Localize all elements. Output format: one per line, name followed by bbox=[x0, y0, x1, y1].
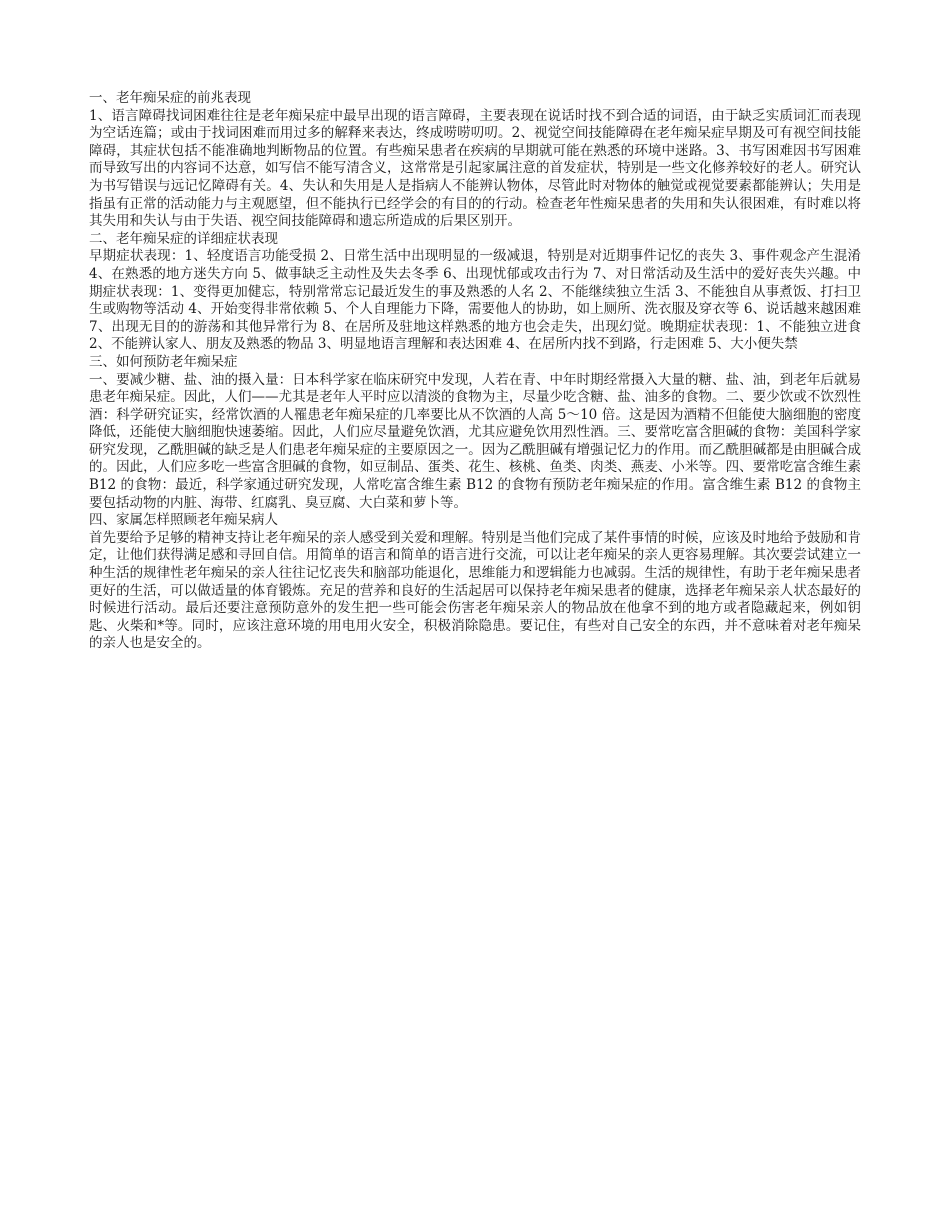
section-body: 首先要给予足够的精神支持让老年痴呆的亲人感受到关爱和理解。特别是当他们完成了某件事情的时候，应该及时地给予鼓励和肯定，让他们获得满足感和寻回自信。用简单的语言和简单的语言进行交流，可以让老年痴呆的亲人更容易理解。其次要尝试建立一种生活的规律性老年痴呆的亲人往往记忆丧失和脑部功能退化，思维能力和逻辑能力也减弱。生活的规律性，有助于老年痴呆患者更好的生活，可以做适量的体育锻炼。充足的营养和良好的生活起居可以保持老年痴呆患者的健康，选择老年痴呆亲人状态最好的时候进行活动。最后还要注意预防意外的发生把一些可能会伤害老年痴呆亲人的物品放在他拿不到的地方或者隐藏起来，例如钥匙、火柴和*等。同时，应该注意环境的用电用火安全，积极消除隐患。要记住，有些对自己安全的东西，并不意味着对老年痴呆的亲人也是安全的。 bbox=[89, 529, 861, 652]
section-prevention bbox=[89, 354, 861, 512]
section-heading: 一、老年痴呆症的前兆表现 bbox=[89, 90, 251, 106]
section-body: 一、要减少糖、盐、油的摄入量：日本科学家在临床研究中发现，人若在青、中年时期经常摄入大量的糖、盐、油，到老年后就易患老年痴呆症。因此，人们——尤其是老年人平时应以清淡的食物为主，尽量少吃含糖、盐、油多的食物。二、要少饮或不饮烈性酒：科学研究证实，经常饮酒的人罹患老年痴呆症的几率要比从不饮酒的人高 5～10 倍。这是因为酒精不但能使大脑细胞的密度降低，还能使大脑细胞快速萎缩。因此，人们应尽量避免饮酒，尤其应避免饮用烈性酒。三、要常吃富含胆碱的食物：美国科学家研究发现，乙酰胆碱的缺乏是人们患老年痴呆症的主要原因之一。因为乙酰胆碱有增强记忆力的作用。而乙酰胆碱都是由胆碱合成的。因此，人们应多吃一些富含胆碱的食物，如豆制品、蛋类、花生、核桃、鱼类、肉类、燕麦、小米等。四、要常吃富含维生素 B12 的食物：最近，科学家通过研究发现，人常吃富含维生素 B12 的食物有预防老年痴呆症的作用。富含维生素 B12 的食物主要包括动物的内脏、海带、红腐乳、臭豆腐、大白菜和萝卜等。 bbox=[89, 371, 861, 511]
document-page bbox=[89, 90, 861, 653]
section-heading: 三、如何预防老年痴呆症 bbox=[89, 353, 238, 370]
section-body: 早期症状表现：1、轻度语言功能受损 2、日常生活中出现明显的一级减退，特别是对近期事件记忆的丧失 3、事件观念产生混淆 4、在熟悉的地方迷失方向 5、做事缺乏主动性及失去冬季 6、出现忧郁或攻击行为 7、对日常活动及生活中的爱好丧失兴趣。中期症状表现：1、变得更加健忘，特别常常忘记最近发生的事及熟悉的人名 2、不能继续独立生活 3、不能独自从事煮饭、打扫卫生或购物等活动 4、开始变得非常依赖 5、个人自理能力下降，需要他人的协助，如上厕所、洗衣服及穿衣等 6、说话越来越困难 7、出现无目的的游荡和其他异常行为 8、在居所及驻地这样熟悉的地方也会走失，出现幻觉。晚期症状表现：1、不能独立进食 2、不能辨认家人、朋友及熟悉的物品 3、明显地语言理解和表达困难 4、在居所内找不到路，行走困难 5、大小便失禁 bbox=[89, 248, 861, 353]
section-heading: 二、老年痴呆症的详细症状表现 bbox=[89, 230, 278, 247]
section-precursors bbox=[89, 90, 861, 231]
section-heading: 四、家属怎样照顾老年痴呆病人 bbox=[89, 512, 278, 529]
section-family-care bbox=[89, 512, 861, 653]
section-symptoms bbox=[89, 231, 861, 354]
section-body: 1、语言障碍找词困难往往是老年痴呆症中最早出现的语言障碍，主要表现在说话时找不到合适的词语，由于缺乏实质词汇而表现为空话连篇；或由于找词困难而用过多的解释来表达，终成唠唠叨叨。2、视觉空间技能障碍在老年痴呆症早期及可有视空间技能障碍，其症状包括不能准确地判断物品的位置。有些痴呆患者在疾病的早期就可能在熟悉的环境中迷路。3、书写困难因书写困难而导致写出的内容词不达意，如写信不能写清含义，这常常是引起家属注意的首发症状，特别是一些文化修养较好的老人。研究认为书写错误与远记忆障碍有关。4、失认和失用是人是指病人不能辨认物体，尽管此时对物体的触觉或视觉要素都能辨认；失用是指虽有正常的活动能力与主观愿望，但不能执行已经学会的有目的的行动。检查老年性痴呆患者的失用和失认很困难，有时难以将其失用和失认与由于失语、视空间技能障碍和遗忘所造成的后果区别开。 bbox=[89, 107, 861, 230]
